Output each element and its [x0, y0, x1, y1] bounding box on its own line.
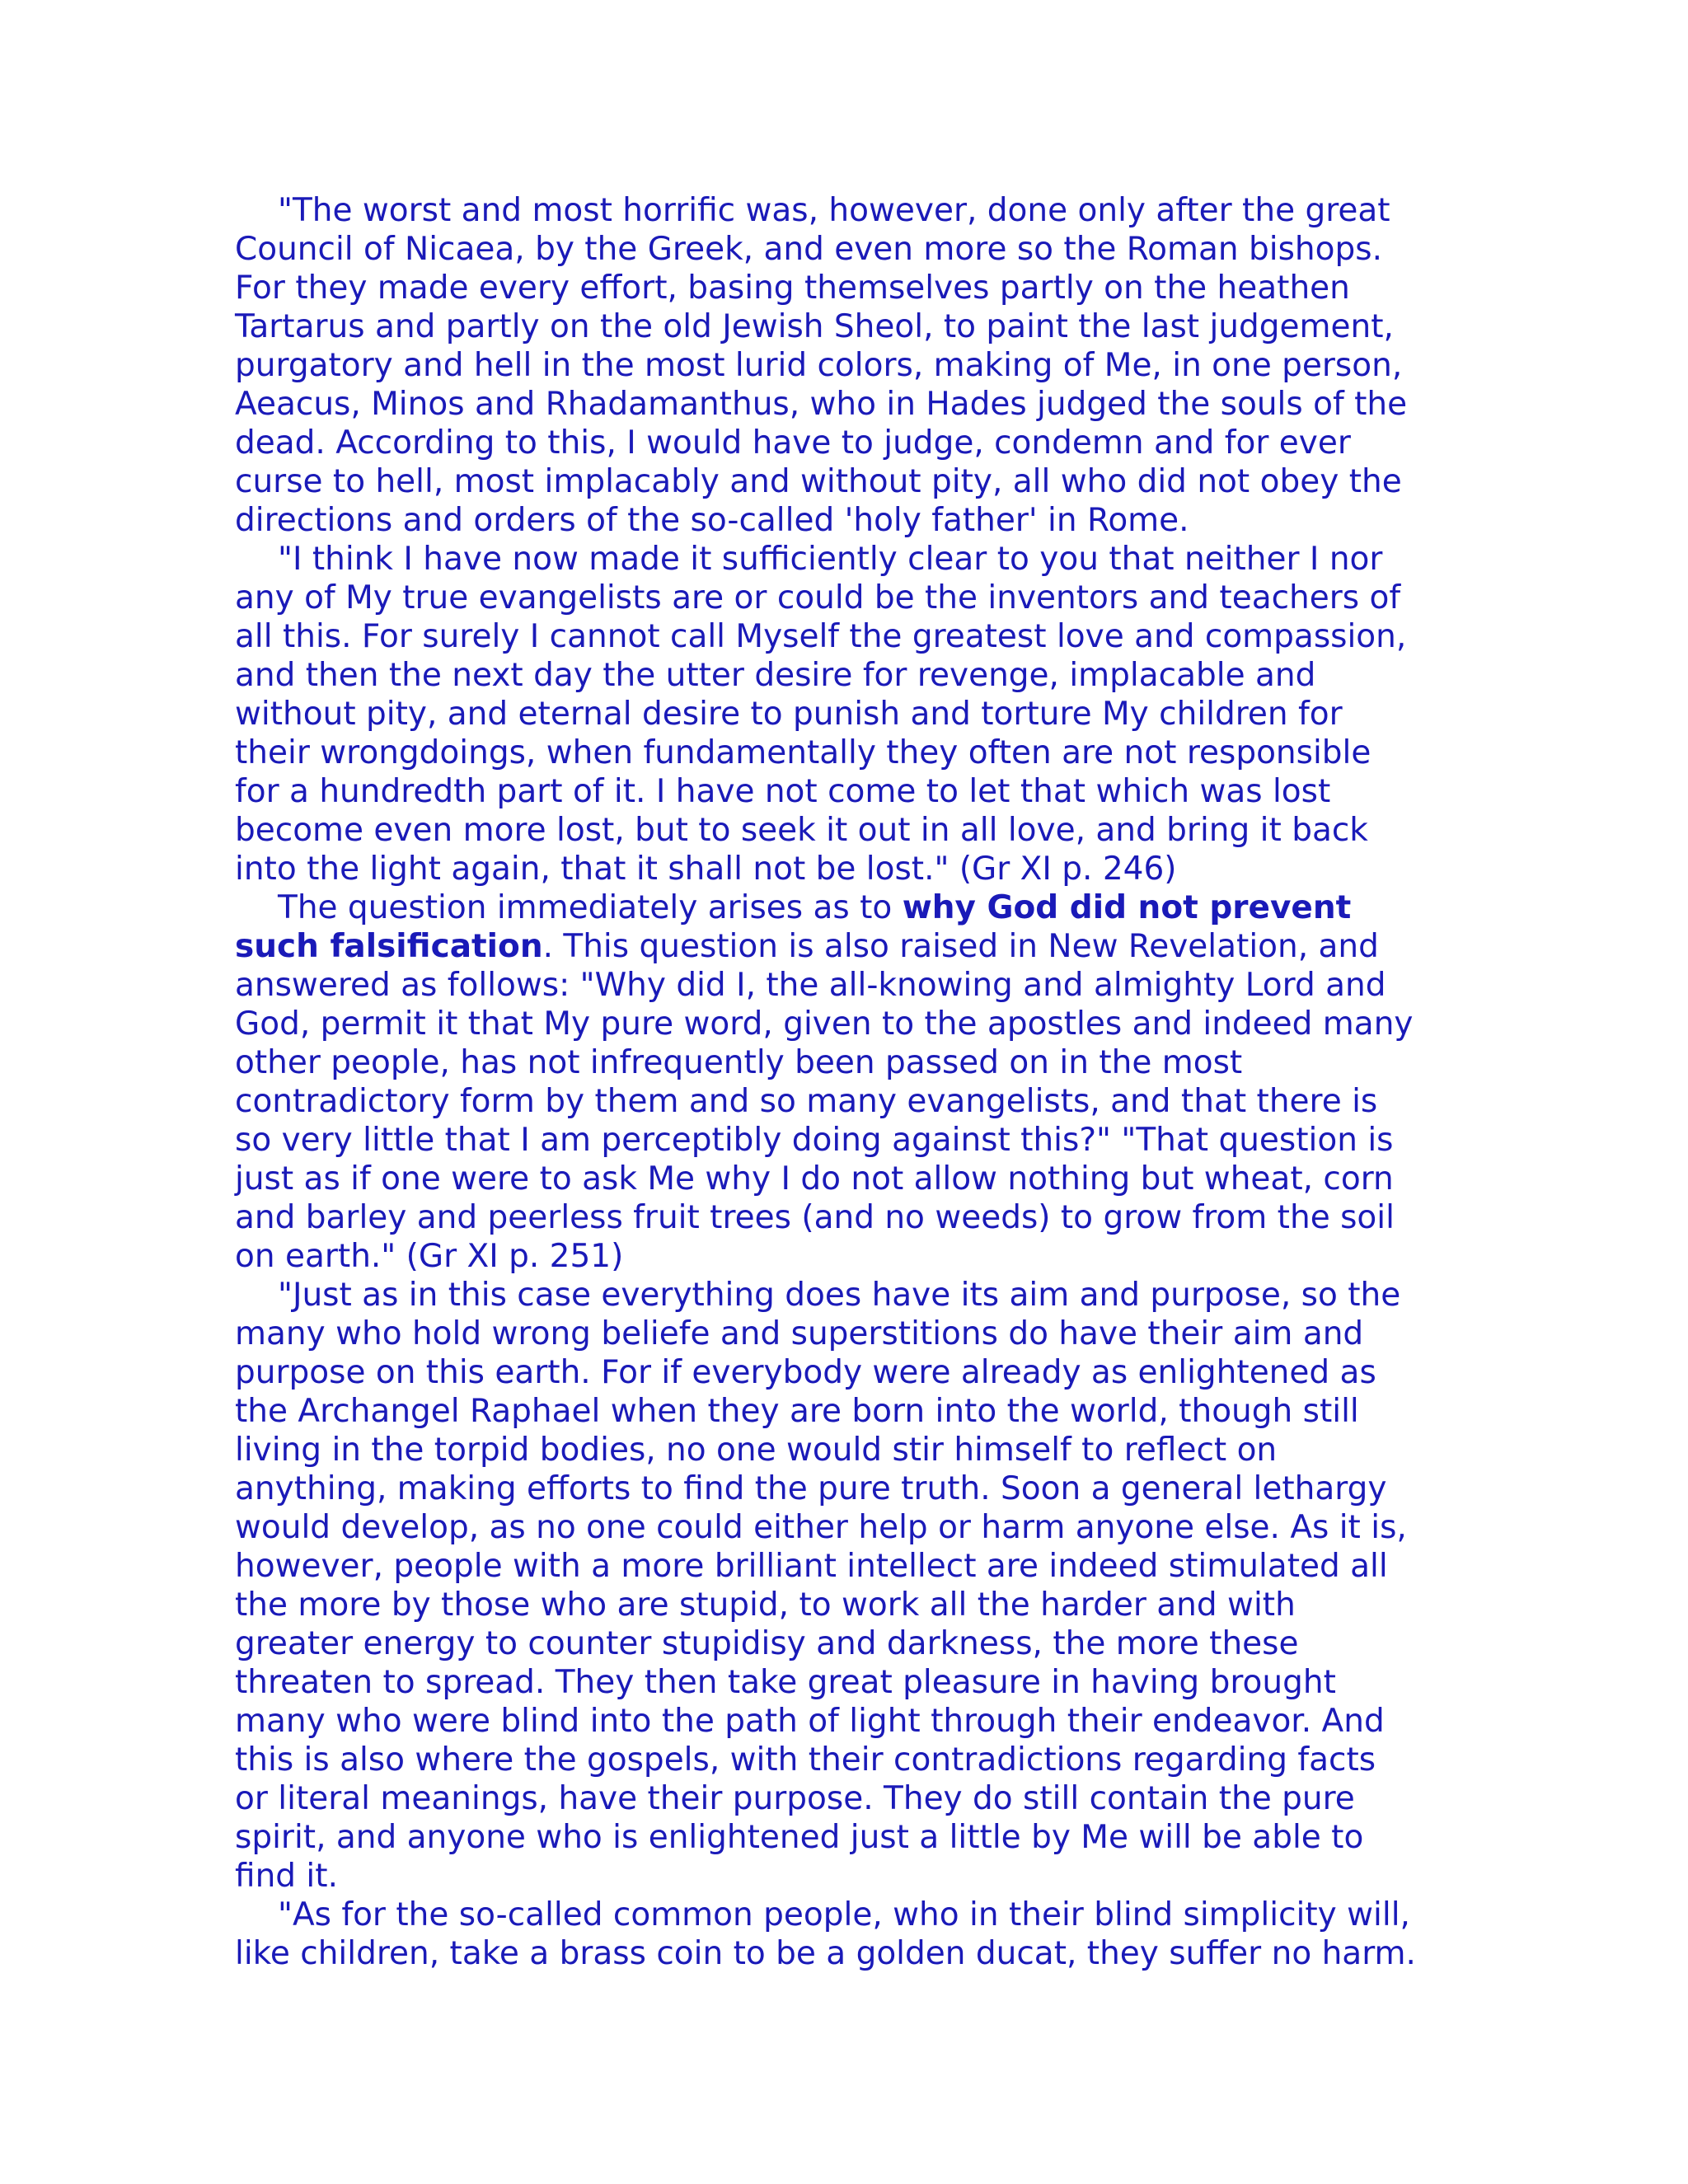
paragraph-4-text: "Just as in this case everything does have its aim and purpose, so the many who hold wrong beliefe and superstitions do have their aim and purpose on this earth. For if everybody were already as enlightened as the Archangel Raphael when they are born into the world, though still living in the torpid bodies, no one would stir himself to reflect on anything, making efforts to find the pure truth. Soon a general lethargy would develop, as no one could either help or harm anyone else. As it is, however, people with a more brilliant intellect are indeed stimulated all the more by those who are stupid, to work all the harder and with greater energy to counter stupidisy and darkness, the more these threaten to spread. They then take great pleasure in having brought many who were blind into the path of light through their endeavor. And this is also where the gospels, with their contradictions regarding facts or literal meanings, have their purpose. They do still contain the pure spirit, and anyone who is enlightened just a little by Me will be able to find it.	[235, 1277, 1407, 1895]
paragraph-3-text-end: . This question is also raised in New Revelation, and answered as follows: "Why did I, the all-knowing and almighty Lord and God, permit it that My pure word, given to the apostles and indeed many other people, has not infrequently been passed on in the most contradictory form by them and so many evangelists, and that there is so very little that I am perceptibly doing against this?" "That question is just as if one were to ask Me why I do not allow nothing but wheat, corn and barley and peerless fruit trees (and no weeds) to grow from the soil on earth." (Gr XI p. 251)	[235, 928, 1414, 1275]
document-page	[235, 191, 1471, 1973]
paragraph-2	[235, 540, 1471, 888]
paragraph-5-text: "As for the so-called common people, who in their blind simplicity will, like children, take a brass coin to be a golden ducat, they suffer no harm.	[235, 1896, 1416, 1972]
paragraph-4	[235, 1276, 1471, 1896]
paragraph-5	[235, 1896, 1471, 1973]
paragraph-1-text: "The worst and most horrific was, however, done only after the great Council of Nicaea, by the Greek, and even more so the Roman bishops. For they made every effort, basing themselves partly on the heathen Tartarus and partly on the old Jewish Sheol, to paint the last judgement, purgatory and hell in the most lurid colors, making of Me, in one person, Aeacus, Minos and Rhadamanthus, who in Hades judged the souls of the dead. According to this, I would have to judge, condemn and for ever curse to hell, most implacably and without pity, all who did not obey the directions and orders of the so-called 'holy father' in Rome.	[235, 192, 1408, 539]
paragraph-3	[235, 888, 1471, 1276]
paragraph-3-text-start: The question immediately arises as to	[278, 889, 903, 926]
paragraph-1	[235, 191, 1471, 540]
paragraph-2-text: "I think I have now made it sufficiently clear to you that neither I nor any of My true evangelists are or could be the inventors and teachers of all this. For surely I cannot call Myself the greatest love and compassion, and then the next day the utter desire for revenge, implacable and without pity, and eternal desire to punish and torture My children for their wrongdoings, when fundamentally they often are not responsible for a hundredth part of it. I have not come to let that which was lost become even more lost, but to seek it out in all love, and bring it back into the light again, that it shall not be lost." (Gr XI p. 246)	[235, 541, 1407, 888]
paragraph-3-bold-phrase: why God did not prevent such falsification	[235, 889, 1352, 965]
